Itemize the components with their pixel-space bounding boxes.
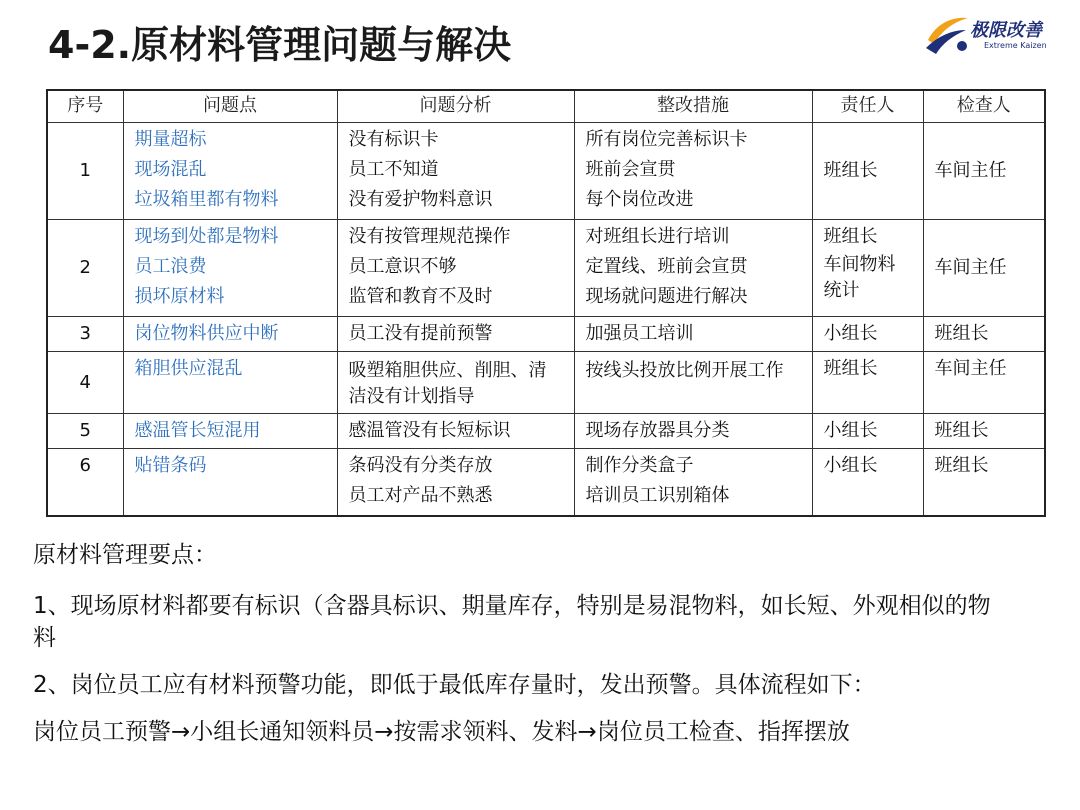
page-title: 4-2.原材料管理问题与解决: [48, 23, 512, 67]
column-header: 序号: [47, 90, 123, 123]
table-row: [47, 449, 1045, 516]
measure-item: 现场存放器具分类: [585, 420, 730, 441]
analysis-cell: [337, 220, 574, 317]
row-number: 3: [47, 317, 123, 352]
measure-cell: [574, 123, 812, 220]
problem-item: 期量超标: [134, 129, 207, 150]
problem-item: 现场混乱: [134, 159, 207, 180]
table-row: [47, 220, 1045, 317]
analysis-item: 条码没有分类存放: [348, 455, 493, 476]
measure-item: 现场就问题进行解决: [585, 286, 748, 307]
table-header-row: [47, 90, 1045, 123]
problem-cell: [123, 449, 337, 516]
measure-cell: [574, 220, 812, 317]
problem-cell: [123, 220, 337, 317]
analysis-cell: [337, 414, 574, 449]
problem-item: 岗位物料供应中断: [134, 323, 279, 344]
checker-cell: [923, 220, 1045, 317]
owner-item: 小组长: [823, 420, 878, 441]
problem-cell: [123, 414, 337, 449]
measure-item: 定置线、班前会宣贯: [585, 256, 748, 277]
measure-item: 班前会宣贯: [585, 159, 676, 180]
logo-subtitle: Extreme Kaizen: [984, 41, 1047, 50]
owner-item: 车间物料: [823, 254, 896, 275]
measure-item: 按线头投放比例开展工作: [585, 360, 784, 381]
logo-name: 极限改善: [970, 20, 1042, 41]
checker-cell: [923, 123, 1045, 220]
problem-cell: [123, 352, 337, 414]
analysis-item: 员工没有提前预警: [348, 323, 493, 344]
owner-cell: [812, 352, 923, 414]
table-row: [47, 123, 1045, 220]
owner-cell: [812, 317, 923, 352]
checker-item: 车间主任: [934, 358, 1007, 379]
problem-item: 感温管长短混用: [134, 420, 261, 441]
analysis-cell: [337, 317, 574, 352]
table-row: [47, 414, 1045, 449]
table-row: [47, 352, 1045, 414]
problem-item: 贴错条码: [134, 455, 207, 476]
note-point-1: 1、现场原材料都要有标识（含器具标识、期量库存，特别是易混物料，如长短、外观相似的物料: [33, 593, 991, 651]
analysis-item: 员工意识不够: [348, 256, 457, 277]
note-point-2: 2、岗位员工应有材料预警功能，即低于最低库存量时，发出预警。具体流程如下：: [33, 672, 876, 698]
measure-item: 对班组长进行培训: [585, 226, 730, 247]
checker-item: 车间主任: [934, 257, 1007, 278]
table-row: [47, 317, 1045, 352]
row-number: 4: [47, 352, 123, 414]
analysis-item: 监管和教育不及时: [348, 286, 493, 307]
owner-item: 班组长: [823, 358, 878, 379]
brand-logo: [922, 10, 1062, 60]
checker-cell: [923, 414, 1045, 449]
note-flow: 岗位员工预警→小组长通知领料员→按需求领料、发料→岗位员工检查、指挥摆放: [33, 719, 850, 745]
owner-item: 统计: [823, 280, 860, 301]
row-number: 5: [47, 414, 123, 449]
measure-cell: [574, 414, 812, 449]
logo-swoosh-icon: [922, 10, 972, 60]
analysis-item: 员工不知道: [348, 159, 439, 180]
analysis-item: 感温管没有长短标识: [348, 420, 511, 441]
analysis-item: 没有爱护物料意识: [348, 189, 493, 210]
analysis-cell: [337, 352, 574, 414]
owner-item: 班组长: [823, 226, 878, 247]
checker-item: 班组长: [934, 323, 989, 344]
checker-cell: [923, 449, 1045, 516]
owner-cell: [812, 414, 923, 449]
problem-cell: [123, 317, 337, 352]
analysis-item: 员工对产品不熟悉: [348, 485, 493, 506]
issues-table: [46, 89, 1046, 517]
owner-cell: [812, 220, 923, 317]
analysis-cell: [337, 449, 574, 516]
measure-item: 加强员工培训: [585, 323, 694, 344]
column-header: 整改措施: [574, 90, 812, 123]
row-number: 2: [47, 220, 123, 317]
checker-item: 车间主任: [934, 160, 1007, 181]
analysis-item: 没有标识卡: [348, 129, 439, 150]
owner-item: 小组长: [823, 323, 878, 344]
checker-cell: [923, 317, 1045, 352]
analysis-item: 没有按管理规范操作: [348, 226, 511, 247]
owner-cell: [812, 449, 923, 516]
measure-cell: [574, 317, 812, 352]
row-number: 6: [47, 449, 123, 516]
checker-item: 班组长: [934, 420, 989, 441]
measure-item: 所有岗位完善标识卡: [585, 129, 748, 150]
problem-item: 垃圾箱里都有物料: [134, 189, 279, 210]
owner-cell: [812, 123, 923, 220]
problem-cell: [123, 123, 337, 220]
problem-item: 现场到处都是物料: [134, 226, 279, 247]
problem-item: 损坏原材料: [134, 286, 225, 307]
checker-cell: [923, 352, 1045, 414]
problem-item: 员工浪费: [134, 256, 207, 277]
problem-item: 箱胆供应混乱: [134, 358, 243, 379]
measure-cell: [574, 352, 812, 414]
measure-item: 每个岗位改进: [585, 189, 694, 210]
row-number: 1: [47, 123, 123, 220]
analysis-item: 吸塑箱胆供应、削胆、清洁没有计划指导: [348, 360, 547, 407]
measure-item: 培训员工识别箱体: [585, 485, 730, 506]
measure-item: 制作分类盒子: [585, 455, 694, 476]
measure-cell: [574, 449, 812, 516]
owner-item: 班组长: [823, 160, 878, 181]
checker-item: 班组长: [934, 455, 989, 476]
notes-heading: 原材料管理要点：: [33, 542, 217, 568]
column-header: 责任人: [812, 90, 923, 123]
analysis-cell: [337, 123, 574, 220]
column-header: 问题点: [123, 90, 337, 123]
owner-item: 小组长: [823, 455, 878, 476]
column-header: 检查人: [923, 90, 1045, 123]
column-header: 问题分析: [337, 90, 574, 123]
